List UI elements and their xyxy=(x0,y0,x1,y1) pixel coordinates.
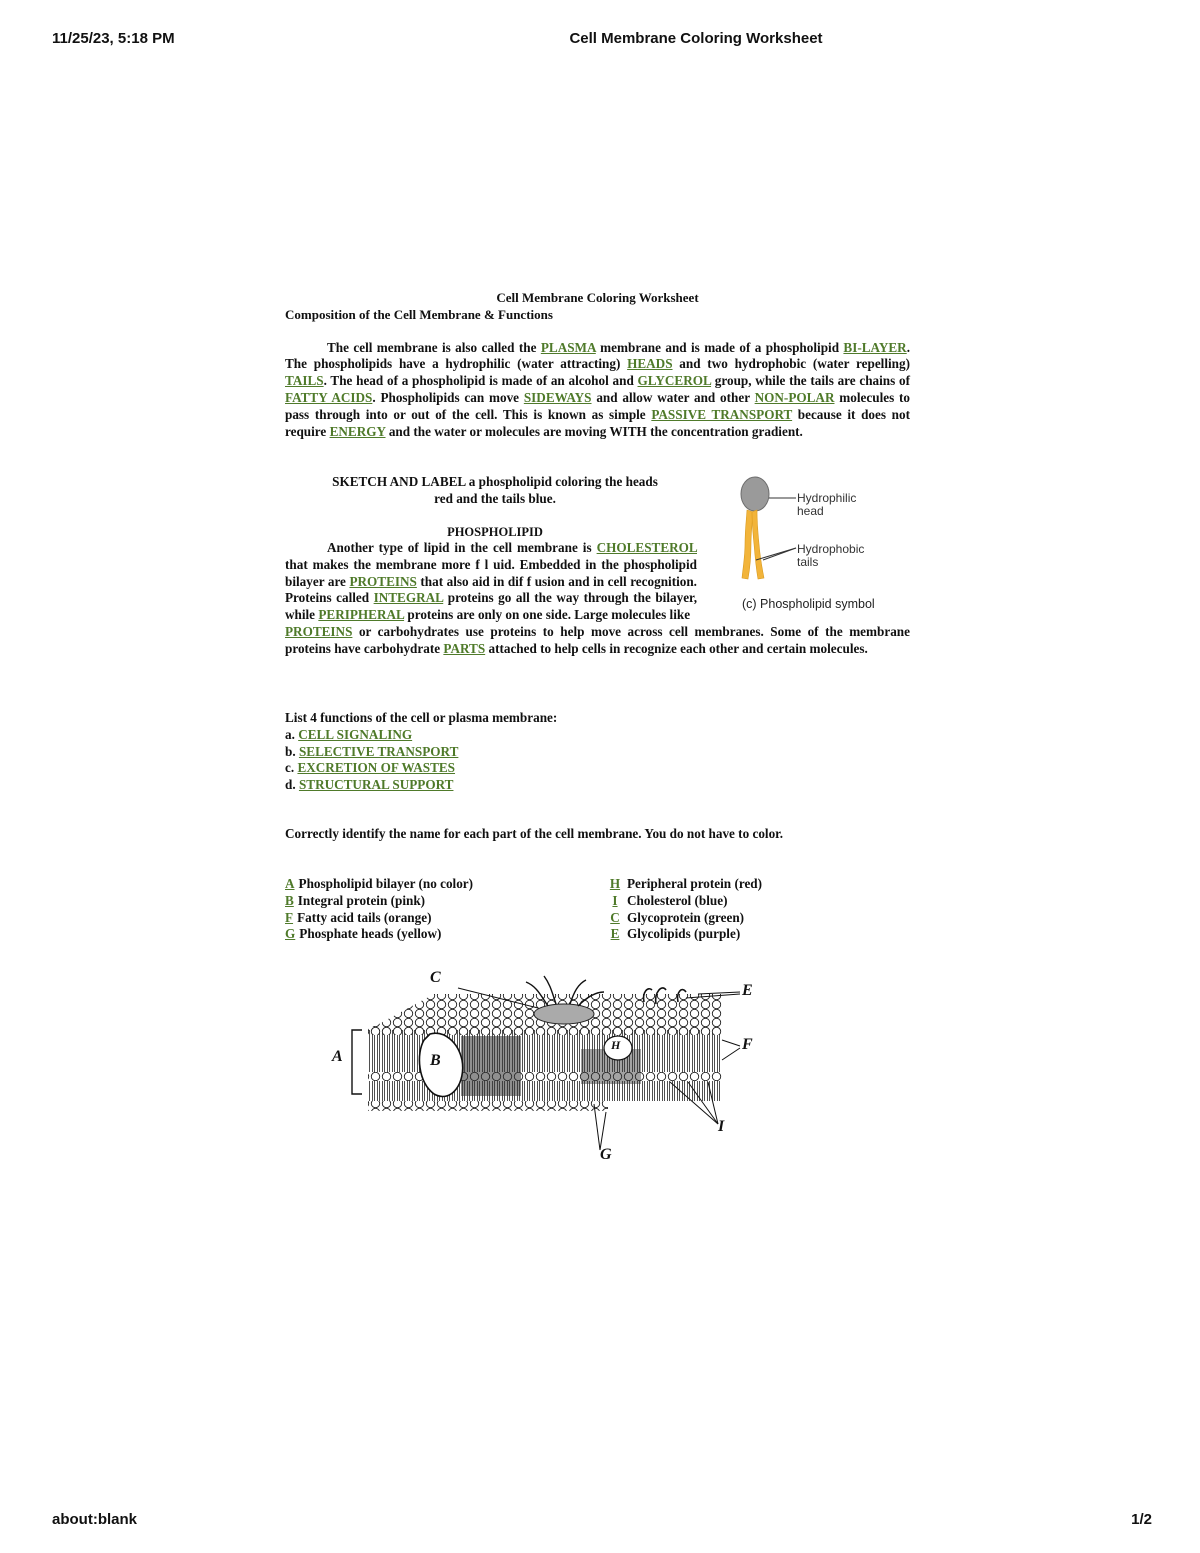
text: . The phospholipids have a hydrophilic (water attracting) xyxy=(285,339,910,372)
protein-channel xyxy=(461,1036,521,1096)
list-item xyxy=(285,760,910,777)
print-title: Cell Membrane Coloring Worksheet xyxy=(569,30,823,47)
key-item xyxy=(285,910,605,927)
text: . Phospholipids can move xyxy=(372,389,524,405)
identify-instruction: Correctly identify the name for each part of the cell membrane. You do not have to color. xyxy=(285,826,784,841)
key-column-left xyxy=(285,876,605,943)
label-h: H xyxy=(611,1038,621,1052)
label-line: head xyxy=(797,504,824,518)
key-letter: E xyxy=(610,926,620,942)
answer-energy: ENERGY xyxy=(329,423,386,439)
phospholipid-tail xyxy=(742,510,753,579)
label-line: tails xyxy=(797,555,819,569)
label-b: B xyxy=(430,1052,441,1069)
key-letter: I xyxy=(612,892,618,908)
key-letter: F xyxy=(285,909,294,925)
label-line: Hydrophobic xyxy=(797,542,865,556)
upper-head-row xyxy=(368,1026,722,1035)
text: attached to help cells in recognize each other and certain molecules. xyxy=(485,640,868,656)
phospholipid-figure xyxy=(738,472,908,617)
cell-membrane-diagram xyxy=(326,964,766,1169)
list-marker: b. xyxy=(285,743,296,759)
answer-function: STRUCTURAL SUPPORT xyxy=(298,777,454,793)
answer-tails: TAILS xyxy=(285,373,324,389)
lower-tail-region xyxy=(368,1081,722,1101)
key-text: Integral protein (pink) xyxy=(297,892,426,908)
leader-line xyxy=(698,992,740,994)
sketch-instruction-line: SKETCH AND LABEL a phospholipid coloring the heads xyxy=(332,474,658,489)
text: and two hydrophobic (water repelling) xyxy=(672,356,910,372)
key-text: Glycoprotein (green) xyxy=(627,909,745,925)
hydrophilic-head-label xyxy=(797,492,856,518)
sketch-instruction-line: red and the tails blue. xyxy=(434,490,556,506)
phospholipid-heading: PHOSPHOLIPID xyxy=(447,525,543,539)
answer-glycerol: GLYCEROL xyxy=(637,373,712,389)
bilayer-bracket xyxy=(352,1030,362,1094)
key-text: Phospholipid bilayer (no color) xyxy=(298,876,474,891)
leader-line xyxy=(722,1040,740,1046)
text: Another type of lipid in the cell membrane is xyxy=(327,540,597,555)
text: that also aid in dif f usion and in cell recognition. Proteins called xyxy=(285,573,697,606)
label-f: F xyxy=(742,1036,753,1053)
key-item xyxy=(607,910,927,927)
answer-cholesterol: CHOLESTEROL xyxy=(596,540,697,555)
key-text: Cholesterol (blue) xyxy=(627,892,728,908)
answer-bilayer: BI-LAYER xyxy=(843,339,907,355)
list-marker: a. xyxy=(285,726,295,742)
composition-paragraph xyxy=(285,340,910,441)
key-item xyxy=(285,926,605,943)
key-text: Phosphate heads (yellow) xyxy=(299,926,442,942)
answer-passive-transport: PASSIVE TRANSPORT xyxy=(651,406,793,422)
functions-heading: List 4 functions of the cell or plasma membrane: xyxy=(285,710,558,725)
sketch-instruction xyxy=(285,474,705,508)
text: because it does not require xyxy=(285,406,910,439)
text: molecules to pass through into or out of the cell. This is known as simple xyxy=(285,389,910,422)
phospholipid-head xyxy=(741,477,769,511)
key-column-right xyxy=(607,876,927,943)
key-item xyxy=(285,876,605,893)
answer-proteins: PROTEINS xyxy=(349,573,417,589)
membrane-illustration xyxy=(326,964,766,1169)
answer-function: SELECTIVE TRANSPORT xyxy=(298,743,459,759)
answer-function: EXCRETION OF WASTES xyxy=(297,760,456,776)
glycoprotein xyxy=(534,1004,594,1024)
functions-list xyxy=(285,710,910,794)
label-g: G xyxy=(600,1146,612,1163)
page-number: 1/2 xyxy=(1131,1511,1152,1528)
list-marker: c. xyxy=(285,760,295,776)
text: membrane and is made of a phospholipid xyxy=(595,339,844,355)
hydrophobic-tails-label xyxy=(797,543,864,569)
list-item xyxy=(285,777,910,794)
bottom-head-row xyxy=(368,1101,608,1111)
answer-function: CELL SIGNALING xyxy=(298,726,413,742)
answer-heads: HEADS xyxy=(627,356,673,372)
list-item xyxy=(285,727,910,744)
answer-peripheral: PERIPHERAL xyxy=(318,607,405,623)
text: group, while the tails are chains of xyxy=(711,373,910,389)
key-item xyxy=(607,926,927,943)
leader-line xyxy=(722,1048,740,1060)
key-text: Fatty acid tails (orange) xyxy=(297,909,432,925)
list-item xyxy=(285,744,910,761)
text: The cell membrane is also called the xyxy=(327,339,541,355)
key-letter: B xyxy=(285,892,294,908)
text: . The head of a phospholipid is made of an alcohol and xyxy=(323,373,638,389)
label-c: C xyxy=(430,969,441,986)
answer-parts: PARTS xyxy=(443,640,486,656)
print-date: 11/25/23, 5:18 PM xyxy=(52,30,175,47)
key-letter: G xyxy=(285,926,296,942)
key-item xyxy=(607,893,927,910)
leader-line xyxy=(600,1112,606,1150)
label-i: I xyxy=(718,1118,725,1135)
text: proteins go all the way through the bilayer, while xyxy=(285,590,697,623)
answer-proteins-2: PROTEINS xyxy=(285,623,353,639)
phospholipid-icon xyxy=(738,472,908,592)
text: proteins are only on one side. Large molecules like xyxy=(404,607,691,623)
key-item xyxy=(285,893,605,910)
worksheet-title: Cell Membrane Coloring Worksheet xyxy=(496,290,699,305)
leader-line xyxy=(763,548,796,560)
print-header xyxy=(0,30,1200,50)
print-url: about:blank xyxy=(52,1511,137,1528)
key-item xyxy=(607,876,927,893)
key-letter: A xyxy=(285,876,295,891)
text: or carbohydrates use proteins to help move across cell membranes. Some of the membrane proteins have carbohydrate xyxy=(285,623,910,656)
text: that makes the membrane more f l uid. Embedded in the phospholipid bilayer are xyxy=(285,556,697,589)
figure-caption: (c) Phospholipid symbol xyxy=(742,597,875,611)
label-line: Hydrophilic xyxy=(797,491,857,505)
label-a: A xyxy=(332,1048,343,1065)
answer-plasma: PLASMA xyxy=(540,339,596,355)
answer-fatty-acids: FATTY ACIDS xyxy=(285,389,373,405)
answer-integral: INTEGRAL xyxy=(373,590,444,606)
phospholipid-tail xyxy=(752,510,764,579)
list-marker: d. xyxy=(285,777,296,793)
answer-non-polar: NON-POLAR xyxy=(754,389,835,405)
worksheet-subtitle: Composition of the Cell Membrane & Functions xyxy=(285,306,553,322)
print-footer xyxy=(0,1511,1200,1531)
key-text: Glycolipids (purple) xyxy=(627,926,741,942)
answer-sideways: SIDEWAYS xyxy=(523,389,592,405)
key-letter: H xyxy=(609,876,621,891)
label-e: E xyxy=(742,982,753,999)
key-letter: C xyxy=(610,909,620,925)
text: and the water or molecules are moving WITH the concentration gradient. xyxy=(385,423,803,439)
text: and allow water and other xyxy=(591,389,755,405)
key-text: Peripheral protein (red) xyxy=(627,876,763,891)
